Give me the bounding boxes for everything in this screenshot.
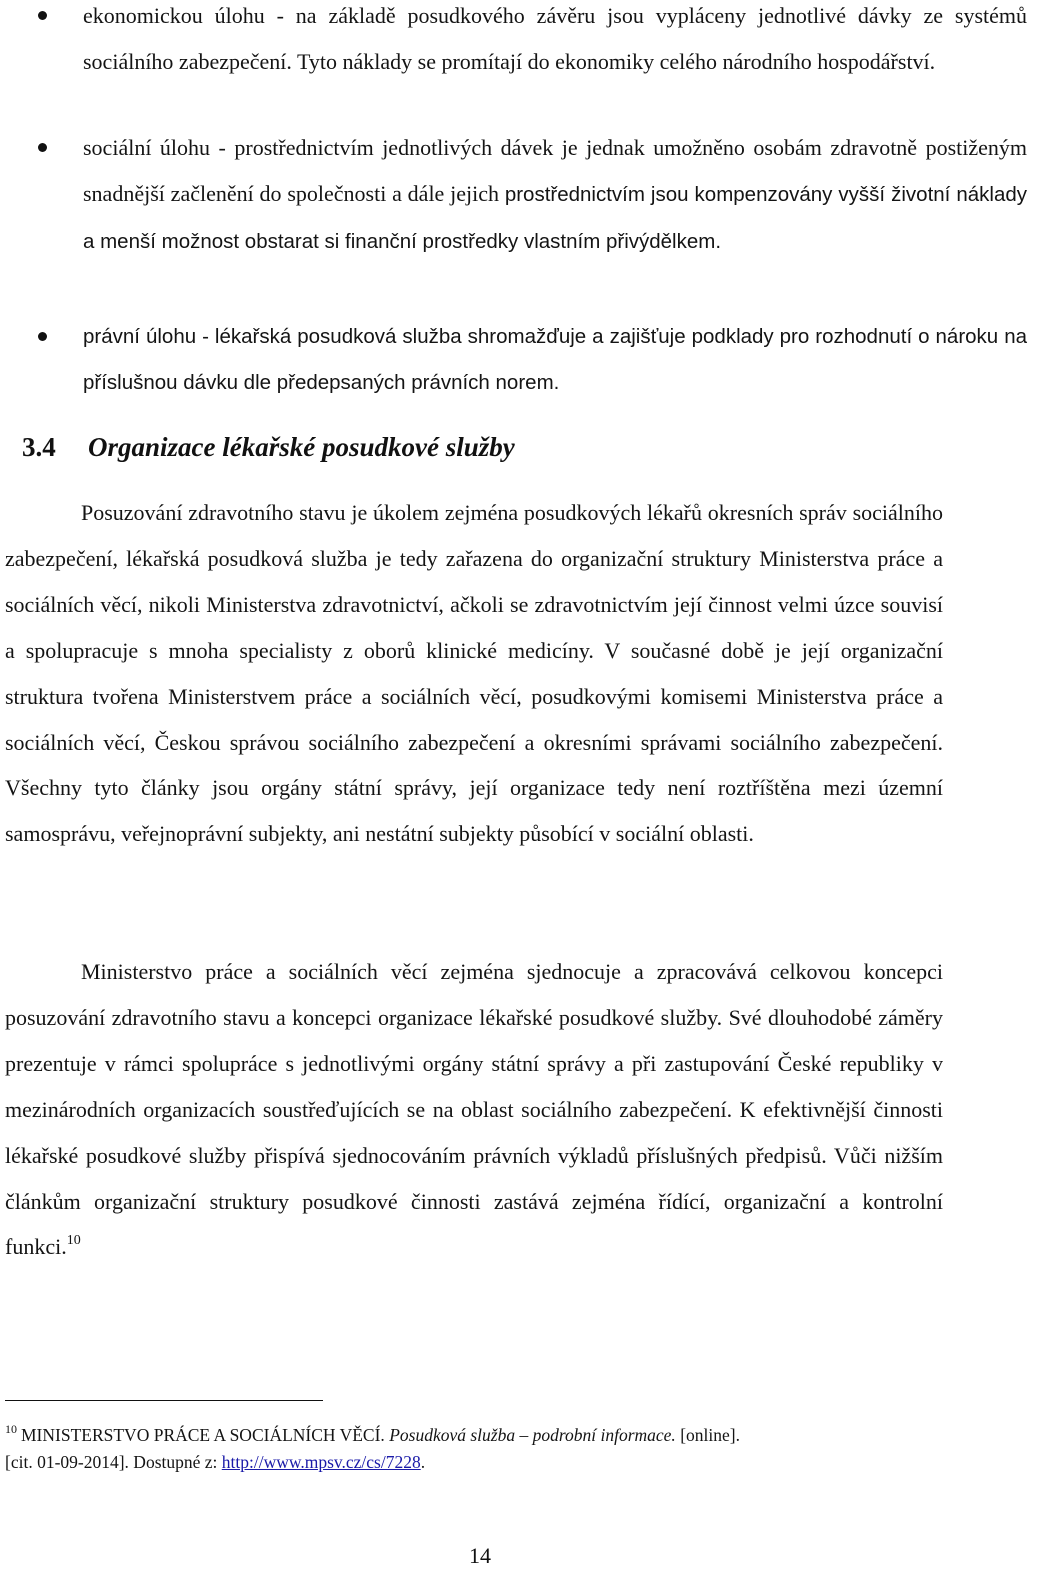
bullet-item-legal (0, 314, 1043, 406)
page-number: 14 (469, 1543, 491, 1568)
footnote-medium: [online]. (680, 1425, 740, 1445)
bullet-text: právní úlohu - lékařská posudková služba shromažďuje a zajišťuje podklady pro rozhodnutí o nároku na příslušnou dávku dle předepsaných právních norem. (83, 325, 1027, 394)
bullet-item-economic (0, 0, 1043, 85)
section-number: 3.4 (22, 432, 56, 462)
footnote-separator (5, 1400, 323, 1401)
bullet-item-social (0, 125, 1043, 265)
footnote (5, 1422, 943, 1476)
section-title: Organizace lékařské posudkové služby (88, 432, 515, 462)
section-heading (22, 432, 515, 463)
bullet-text-continuation: prostřednictvím jsou kompenzovány vyšší životní náklady a menší možnost obstarat si finanční prostředky vlastním přivýdělkem. (83, 182, 1028, 253)
paragraph-text: Ministerstvo práce a sociálních věcí zejména sjednocuje a zpracovává celkovou koncepci posuzování zdravotního stavu a koncepci organizace lékařské posudkové služby. Své dlouhodobé záměry prezentuje v rámci spolupráce s jednotlivými orgány státní správy a při zastupování České republiky v mezinárodních organizacích soustřeďujících se na oblast sociálního zabezpečení. K efektivnější činnosti lékařské posudkové služby přispívá sjednocováním právních výkladů příslušných předpisů. Vůči nižším článkům organizační struktury posudkové činnosti zastává zejména řídící, organizační a kontrolní funkci. (5, 959, 943, 1260)
paragraph-organization: Posuzování zdravotního stavu je úkolem zejména posudkových lékařů okresních správ sociálního zabezpečení, lékařská posudková služba je tedy zařazena do organizační struktury Ministerstva práce a sociálních věcí, nikoli Ministerstva zdravotnictví, ačkoli se zdravotnictvím její činnost velmi úzce souvisí a spolupracuje s mnoha specialisty z oborů klinické medicíny. V současné době je její organizační struktura tvořena Ministerstvem práce a sociálních věcí, posudkovými komisemi Ministerstva práce a sociálních věcí, Českou správou sociálního zabezpečení a okresními správami sociálního zabezpečení. Všechny tyto články jsou orgány státní správy, její organizace tedy není roztříštěna mezi územní samosprávu, veřejnoprávní subjekty, ani nestátní subjekty působící v sociální oblasti. (5, 500, 943, 847)
footnote-author: MINISTERSTVO PRÁCE A SOCIÁLNÍCH VĚCÍ. (21, 1425, 385, 1445)
footnote-cited: [cit. 01-09-2014]. Dostupné z: (5, 1452, 218, 1472)
bullet-dot-icon (38, 143, 47, 152)
bullet-dot-icon (38, 332, 47, 341)
bullet-dot-icon (38, 11, 47, 20)
footnote-number: 10 (5, 1422, 17, 1436)
footnote-reference[interactable]: 10 (66, 1233, 81, 1249)
footnote-link[interactable]: http://www.mpsv.cz/cs/7228 (221, 1452, 421, 1472)
bullet-text: ekonomickou úlohu - na základě posudkového závěru jsou vypláceny jednotlivé dávky ze systémů sociálního zabezpečení. Tyto náklady se promítají do ekonomiky celého národního hospodářství. (83, 3, 1027, 74)
bullet-text: sociální úlohu - prostřednictvím jednotlivých dávek je jednak umožněno osobám zdravotně postiženým snadnější začlenění do společnosti a dále jejich (83, 135, 1027, 206)
footnote-end: . (420, 1452, 426, 1472)
paragraph-ministry (5, 949, 943, 1270)
footnote-title: Posudková služba – podrobní informace. (389, 1425, 676, 1445)
